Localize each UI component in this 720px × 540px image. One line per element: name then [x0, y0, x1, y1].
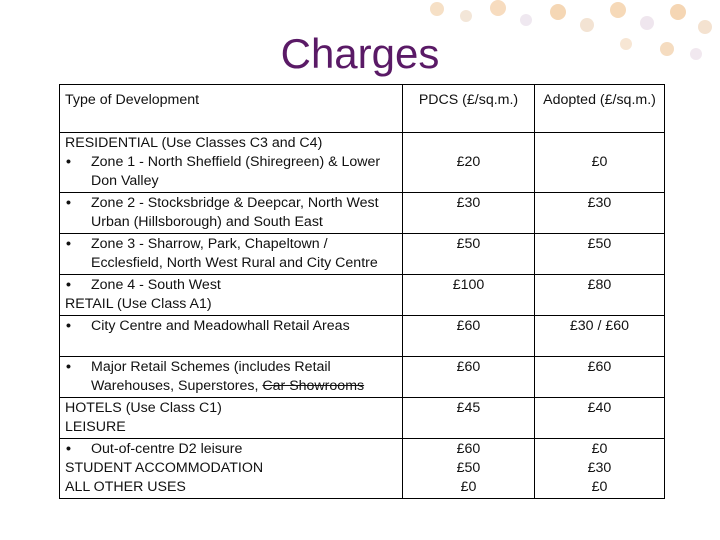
- header-adopted: Adopted (£/sq.m.): [535, 85, 665, 133]
- student-adopted: £30: [587, 460, 612, 476]
- page-title: Charges: [280, 30, 440, 77]
- zone4-adopted: £80: [535, 275, 665, 316]
- table-row: [60, 275, 665, 316]
- major-pdcs: £60: [403, 357, 535, 398]
- city-adopted: £30 / £60: [535, 316, 665, 357]
- table-row: [60, 398, 665, 439]
- zone4-item: • Zone 4 - South West: [65, 276, 397, 295]
- table-row: [60, 133, 665, 193]
- major-retail-item: • Major Retail Schemes (includes Retail Warehouses, Superstores, Car Showrooms: [65, 358, 397, 396]
- major-adopted: £60: [535, 357, 665, 398]
- retail-heading: RETAIL (Use Class A1): [65, 296, 212, 312]
- d2-adopted: £0: [591, 441, 608, 457]
- student-pdcs: £50: [456, 460, 481, 476]
- hotels-pdcs: £45: [403, 398, 535, 439]
- zone2-pdcs: £30: [403, 193, 535, 234]
- residential-heading: RESIDENTIAL (Use Classes C3 and C4): [65, 135, 323, 151]
- all-other-pdcs: £0: [460, 479, 477, 495]
- table-row: [60, 234, 665, 275]
- zone2-item: • Zone 2 - Stocksbridge & Deepcar, North West Urban (Hillsborough) and South East: [65, 194, 397, 232]
- zone3-adopted: £50: [535, 234, 665, 275]
- zone3-pdcs: £50: [403, 234, 535, 275]
- table-row: [60, 193, 665, 234]
- zone1-pdcs: £20: [456, 154, 481, 170]
- table-row: [60, 439, 665, 499]
- city-centre-item: • City Centre and Meadowhall Retail Areas: [65, 317, 397, 336]
- header-type: Type of Development: [60, 85, 403, 133]
- zone4-pdcs: £100: [403, 275, 535, 316]
- leisure-label: LEISURE: [65, 419, 126, 435]
- hotels-label: HOTELS (Use Class C1): [65, 400, 222, 416]
- charges-table: [59, 84, 665, 499]
- all-other-label: ALL OTHER USES: [65, 479, 186, 495]
- zone1-adopted: £0: [591, 154, 608, 170]
- zone3-item: • Zone 3 - Sharrow, Park, Chapeltown / Ecclesfield, North West Rural and City Centre: [65, 235, 397, 273]
- table-row: [60, 357, 665, 398]
- d2-leisure-item: • Out-of-centre D2 leisure: [65, 440, 397, 459]
- all-other-adopted: £0: [591, 479, 608, 495]
- d2-pdcs: £60: [456, 441, 481, 457]
- residential-cell: [60, 133, 403, 193]
- table-row: [60, 316, 665, 357]
- zone2-adopted: £30: [535, 193, 665, 234]
- zone1-item: • Zone 1 - North Sheffield (Shiregreen) & Lower Don Valley: [65, 153, 397, 191]
- header-pdcs: PDCS (£/sq.m.): [403, 85, 535, 133]
- table-header-row: [60, 85, 665, 133]
- hotels-adopted: £40: [535, 398, 665, 439]
- student-label: STUDENT ACCOMMODATION: [65, 460, 264, 476]
- city-pdcs: £60: [403, 316, 535, 357]
